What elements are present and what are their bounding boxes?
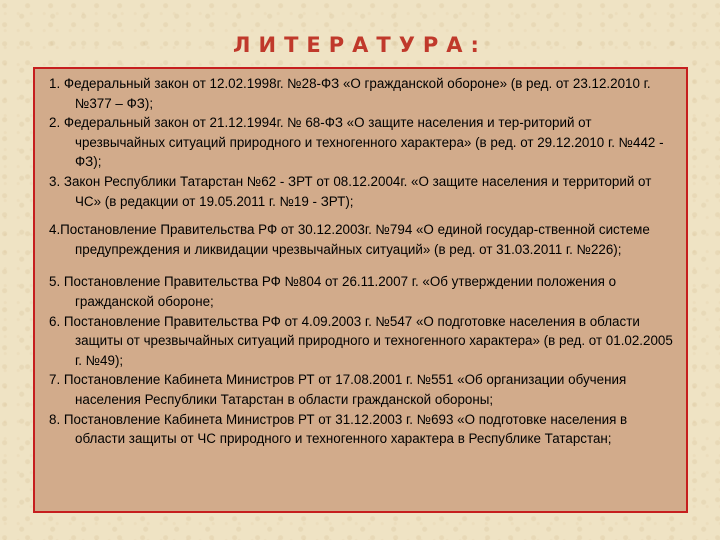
page-title: ЛИТЕРАТУРА: [233,33,487,57]
list-item: 8. Постановление Кабинета Министров РТ от 31.12.2003 г. №693 «О подготовке населения в области защиты от ЧС природного и техногенного характера в Республике Татарстан; [49,411,628,447]
list-item: 3. Закон Республики Татарстан №62 - ЗРТ от 08.12.2004г. «О защите населения и территорий от ЧС» (в редакции от 19.05.2011 г. №19 - ЗРТ); [49,173,652,209]
spacer [49,259,678,272]
list-item: 1. Федеральный закон от 12.02.1998г. №28-ФЗ «О гражданской обороне» (в ред. от 23.12.2010 г. №377 – ФЗ); [49,76,651,111]
list-item: 5. Постановление Правительства РФ №804 от 26.11.2007 г. «Об утверждении положения о гражданской обороне; [49,274,617,309]
list-item: 4.Постановление Правительства РФ от 30.12.2003г. №794 «О единой государ-ственной системе предупреждения и ликвидации чрезвычайных ситуаций» (в ред. от 31.03.2011 г. №226); [49,222,650,257]
literature-list [33,67,688,513]
list-item: 2. Федеральный закон от 21.12.1994г. № 68-ФЗ «О защите населения и тер-риторий от чрезвычайных ситуаций природного и техногенного характера» (в ред. от 29.12.2010 г. №442 - ФЗ); [49,115,664,170]
spacer [49,211,678,220]
list-item: 6. Постановление Правительства РФ от 4.09.2003 г. №547 «О подготовке населения в области защиты от чрезвычайных ситуаций природного и техногенного характера» (в ред. от 01.02.2005 г. №49); [49,313,673,368]
list-item: 7. Постановление Кабинета Министров РТ от 17.08.2001 г. №551 «Об организации обучения населения Республики Татарстан в области гражданской обороны; [49,372,627,407]
